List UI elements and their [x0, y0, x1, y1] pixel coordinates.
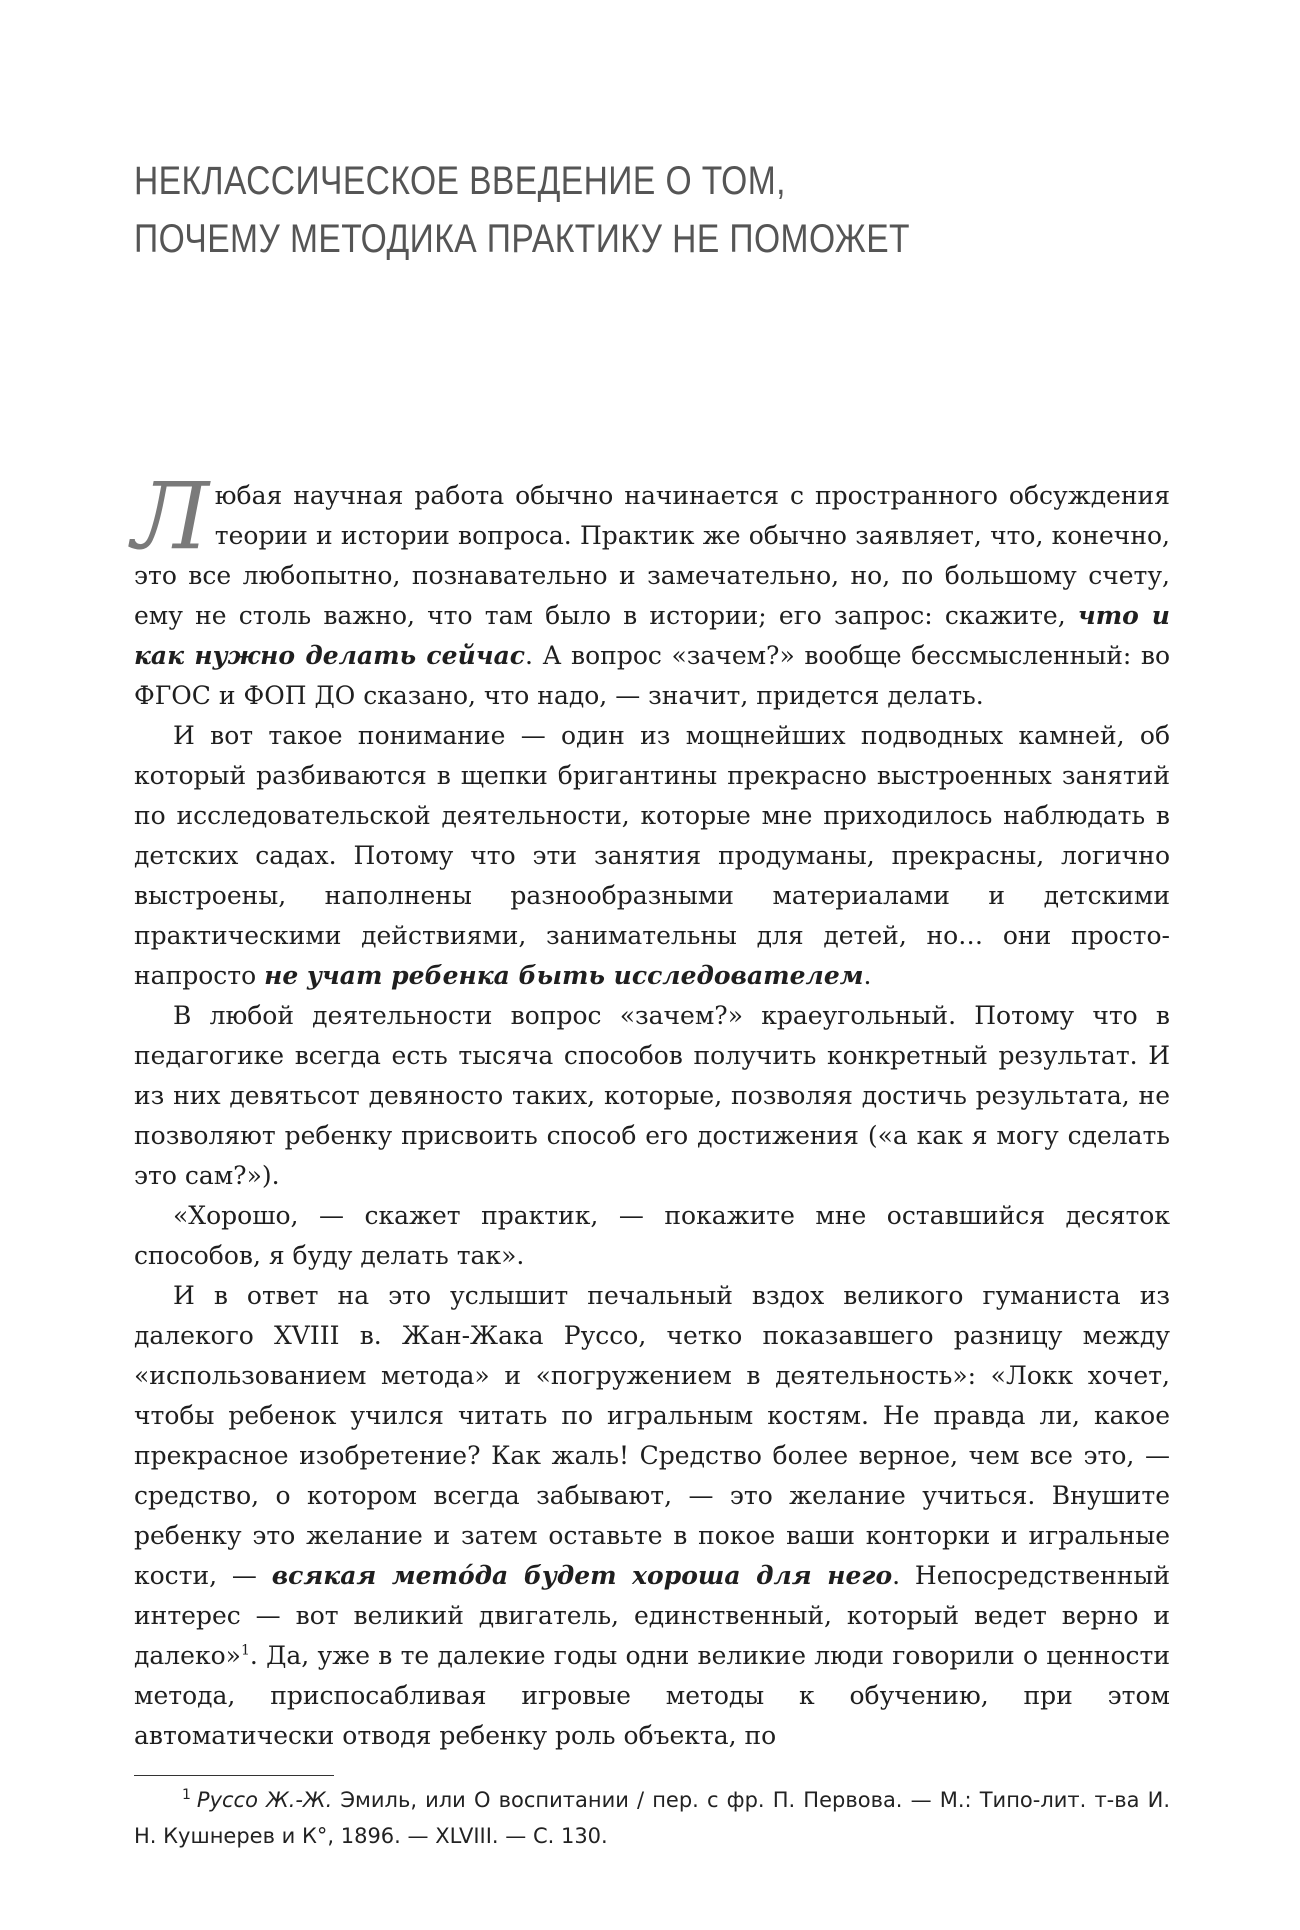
paragraph-4: «Хорошо, — скажет практик, — покажите мне оставшийся десяток способов, я буду делать так».: [134, 1201, 1170, 1270]
paragraph-1-text-b: . А вопрос «зачем?» вообще бессмысленный: во ФГОС и ФОП ДО сказано, что надо, — значит, придется делать.: [134, 641, 1171, 710]
paragraph-5-text-b: . Непосредственный интерес — вот великий двигатель, единственный, который ведет верно и далеко»: [134, 1561, 1170, 1670]
chapter-title-line-1: НЕКЛАССИЧЕСКОЕ ВВЕДЕНИЕ О ТОМ,: [134, 159, 786, 203]
paragraph-2: [134, 716, 1170, 996]
footnote: [134, 1782, 1170, 1854]
footnote-divider: [134, 1775, 334, 1776]
chapter-title: [134, 152, 1008, 268]
drop-cap: Л: [132, 463, 209, 570]
footnote-text: Эмиль, или О воспитании / пер. с фр. П. Первова. — М.: Типо-лит. т-ва И. Н. Кушнерев и К°, 1896. — XLVIII. — С. 130.: [134, 1788, 1171, 1848]
footnote-author: Руссо Ж.-Ж.: [196, 1788, 333, 1812]
body-text: [132, 463, 1171, 1756]
chapter-title-line-2: ПОЧЕМУ МЕТОДИКА ПРАКТИКУ НЕ ПОМОЖЕТ: [134, 217, 911, 261]
paragraph-5-text-c: . Да, уже в те далекие годы одни великие люди говорили о ценности метода, приспосабливая игровые методы к обучению, при этом автоматически отводя ребенку роль объекта, по: [134, 1641, 1170, 1750]
footnote-reference[interactable]: 1: [240, 1642, 250, 1659]
footnote-mark: 1: [182, 1787, 191, 1803]
paragraph-1-text-a: юбая научная работа обычно начинается с пространного обсуждения теории и истории вопроса. Практик же обычно заявляет, что, конечно, это все любопытно, познавательно и замечательно, но, по большому счету, ему не столь важно, что там было в истории; его запрос: скажите,: [134, 481, 1170, 630]
paragraph-2-text-b: .: [863, 961, 872, 990]
paragraph-5-emphasis: всякая метóда будет хороша для него: [271, 1561, 893, 1590]
paragraph-5-text-a: И в ответ на это услышит печальный вздох великого гуманиста из далекого XVIII в. Жан-Жака Руссо, четко показавшего разницу между «использованием метода» и «погружением в деятельность»: «Локк хочет, чтобы ребенок учился читать по игральным костям. Не правда ли, какое прекрасное изобретение? Как жаль! Средство более верное, чем все это, — средство, о котором всегда забывают, — это желание учиться. Внушите ребенку это желание и затем оставьте в покое ваши конторки и игральные кости, —: [134, 1281, 1170, 1590]
paragraph-1: [132, 463, 1171, 716]
paragraph-3: В любой деятельности вопрос «зачем?» краеугольный. Потому что в педагогике всегда есть тысяча способов получить конкретный результат. И из них девятьсот девяносто таких, которые, позволяя достичь результата, не позволяют ребенку присвоить способ его достижения («а как я могу сделать это сам?»).: [134, 1001, 1170, 1190]
paragraph-2-emphasis: не учат ребенка быть исследователем: [264, 961, 864, 990]
paragraph-1-emphasis: что и как нужно делать сейчас: [134, 601, 1170, 670]
paragraph-5: [134, 1276, 1170, 1756]
paragraph-2-text-a: И вот такое понимание — один из мощнейших подводных камней, об который разбиваются в щепки бригантины прекрасно выстроенных занятий по исследовательской деятельности, которые мне приходилось наблюдать в детских садах. Потому что эти занятия продуманы, прекрасны, логично выстроены, наполнены разнообразными материалами и детскими практическими действиями, занимательны для детей, но… они просто-напросто: [134, 721, 1170, 990]
